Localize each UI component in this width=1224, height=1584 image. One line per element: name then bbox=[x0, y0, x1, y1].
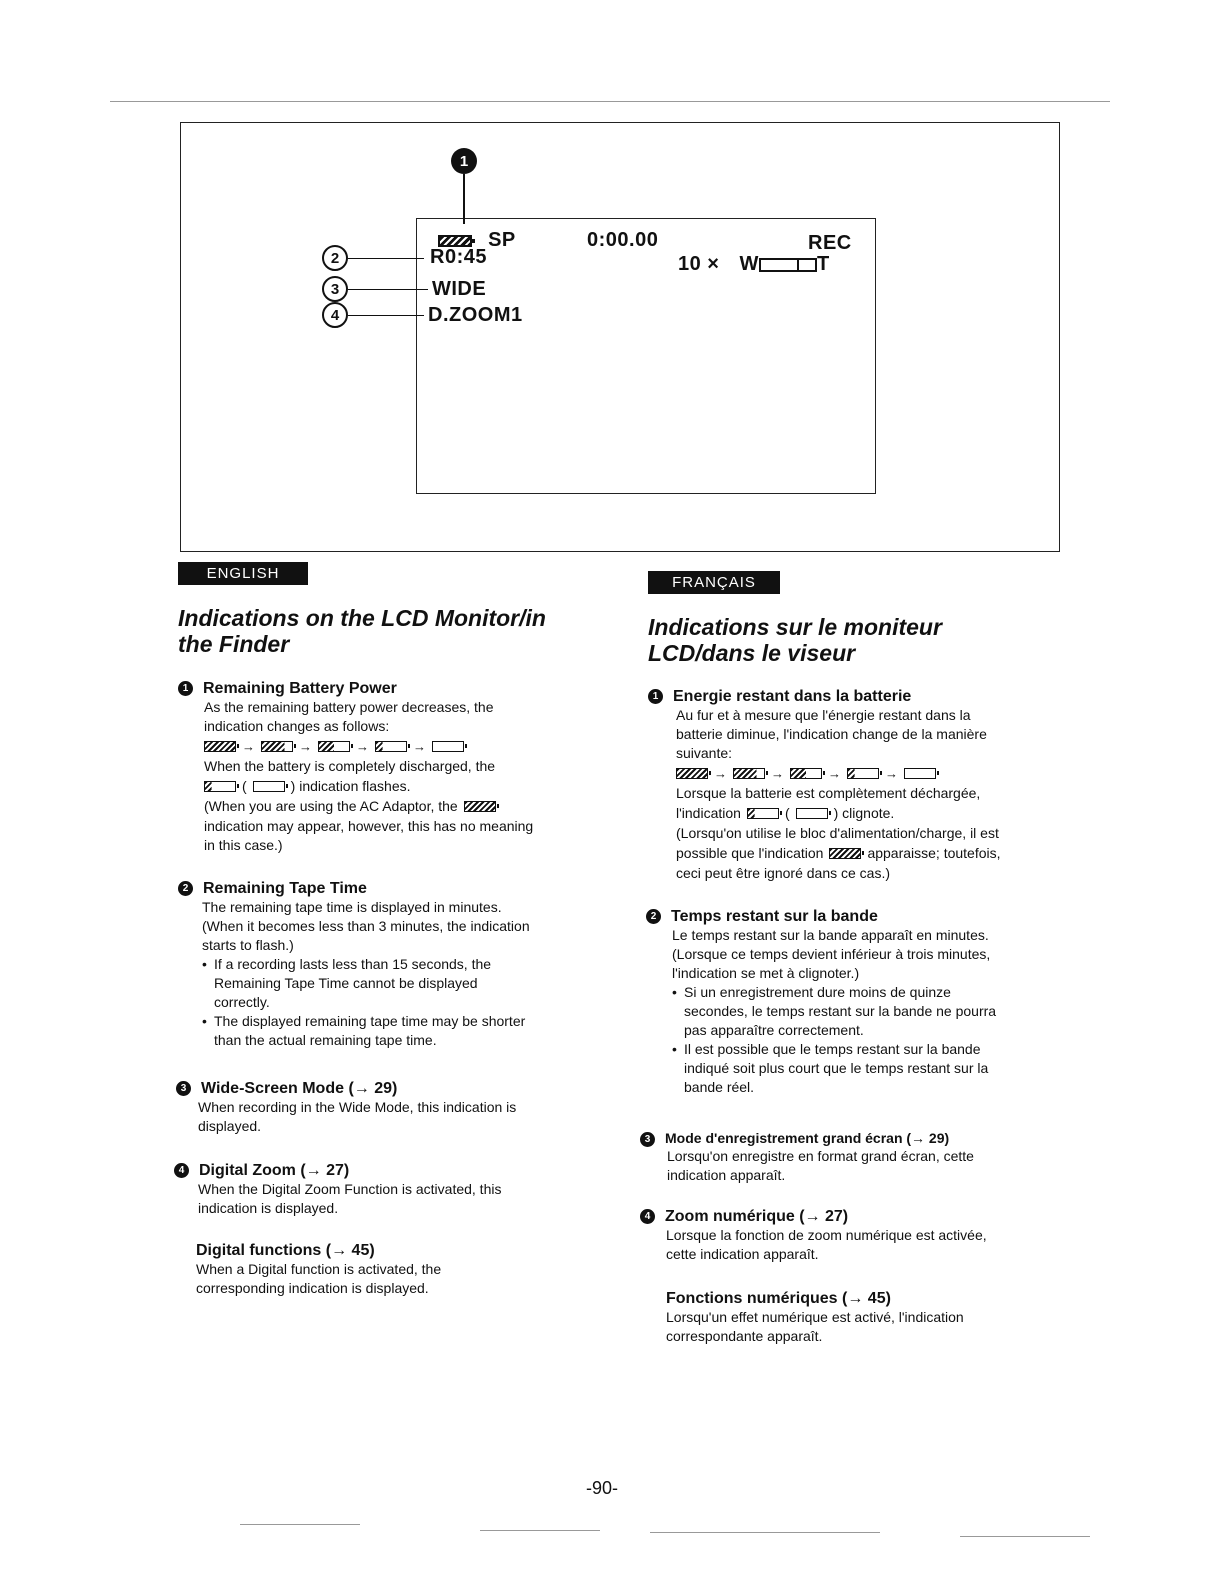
french-digital-title: Fonctions numériques (→ 45) bbox=[666, 1290, 891, 1307]
body-line: starts to flash.) bbox=[202, 937, 294, 953]
lcd-time: 0:00.00 bbox=[587, 229, 659, 251]
body-line-battery bbox=[676, 844, 1048, 863]
body-text: (When you are using the AC Adaptor, the bbox=[204, 798, 458, 814]
arrow-icon: → bbox=[885, 766, 898, 781]
body-line: displayed. bbox=[198, 1118, 262, 1134]
number-badge: 3 bbox=[640, 1132, 655, 1147]
battery-icon bbox=[438, 235, 472, 247]
french-item-2-title: Temps restant sur la bande bbox=[671, 908, 878, 925]
body-line: When recording in the Wide Mode, this indication is bbox=[198, 1099, 517, 1115]
bullet-line: pas apparaître correctement. bbox=[684, 1022, 864, 1038]
number-badge: 1 bbox=[178, 681, 193, 696]
french-item-4 bbox=[640, 1208, 1050, 1264]
body-line: (When it becomes less than 3 minutes, the indication bbox=[202, 918, 530, 934]
callout-4-leader bbox=[348, 315, 424, 316]
number-badge: 4 bbox=[640, 1209, 655, 1224]
battery-three-quarter-icon bbox=[733, 768, 765, 779]
arrow-icon: → bbox=[771, 766, 784, 781]
arrow-icon: → bbox=[413, 739, 426, 754]
body-line: cette indication apparaît. bbox=[666, 1246, 819, 1262]
bullet-line: secondes, le temps restant sur la bande ne pourra bbox=[684, 1003, 997, 1019]
body-line-battery: l'indication ( ) clignote. bbox=[676, 805, 895, 821]
english-heading-line2: the Finder bbox=[178, 631, 290, 657]
bullet-line: • Si un enregistrement dure moins de quinze bbox=[684, 984, 951, 1000]
body-line: indication changes as follows: bbox=[204, 718, 390, 734]
body-line: ceci peut être ignoré dans ce cas.) bbox=[676, 865, 891, 881]
body-text: l'indication bbox=[676, 805, 741, 821]
battery-half-icon bbox=[318, 741, 350, 752]
body-line: As the remaining battery power decreases, the bbox=[204, 699, 494, 715]
lcd-dzoom: D.ZOOM1 bbox=[428, 304, 523, 326]
page-number: -90- bbox=[586, 1478, 619, 1498]
body-line: Lorsqu'on enregistre en format grand écran, cette bbox=[667, 1147, 974, 1164]
lcd-zoom-t: T bbox=[816, 253, 830, 275]
body-line: in this case.) bbox=[204, 837, 283, 853]
battery-sequence bbox=[204, 737, 598, 756]
bottom-rule bbox=[240, 1524, 360, 1525]
french-item-3 bbox=[640, 1130, 1050, 1185]
lcd-zoom-row bbox=[678, 253, 830, 276]
number-badge: 4 bbox=[174, 1163, 189, 1178]
lcd-zoom-w: W bbox=[739, 253, 759, 275]
bottom-rule bbox=[650, 1532, 880, 1533]
english-item-1 bbox=[178, 680, 598, 855]
lcd-rec: REC bbox=[808, 232, 852, 254]
list-item bbox=[202, 955, 598, 1012]
body-line: Lorsqu'un effet numérique est activé, l'indication bbox=[666, 1309, 964, 1325]
body-line: Le temps restant sur la bande apparaît en minutes. bbox=[672, 927, 989, 943]
number-badge: 1 bbox=[648, 689, 663, 704]
zoom-bar-icon bbox=[759, 258, 817, 272]
french-item-3-title: Mode d'enregistrement grand écran (→ 29) bbox=[665, 1130, 950, 1146]
top-rule bbox=[110, 101, 1110, 102]
callout-1: 1 bbox=[451, 148, 477, 174]
english-digital-functions bbox=[196, 1242, 596, 1298]
lcd-wide: WIDE bbox=[432, 278, 487, 300]
battery-low-icon bbox=[847, 768, 879, 779]
battery-empty-icon bbox=[253, 781, 285, 792]
french-label: FRANÇAIS bbox=[648, 571, 780, 594]
arrow-icon: → bbox=[299, 739, 312, 754]
bottom-rule bbox=[960, 1536, 1090, 1537]
lcd-remaining: R0:45 bbox=[430, 246, 487, 268]
bullet-line: Remaining Tape Time cannot be displayed bbox=[214, 975, 478, 991]
callout-1-leader bbox=[463, 174, 465, 224]
french-item-4-title: Zoom numérique (→ 27) bbox=[665, 1208, 849, 1225]
french-item-1-title: Energie restant dans la batterie bbox=[673, 688, 912, 705]
callout-2-leader bbox=[348, 258, 424, 259]
body-line: When a Digital function is activated, the bbox=[196, 1261, 442, 1277]
battery-empty-icon bbox=[796, 808, 828, 819]
list-item bbox=[672, 983, 1056, 1040]
french-heading-line2: LCD/dans le viseur bbox=[648, 640, 856, 666]
number-badge: 2 bbox=[646, 909, 661, 924]
callout-4: 4 bbox=[322, 302, 348, 328]
battery-empty-icon bbox=[432, 741, 464, 752]
body-line: l'indication se met à clignoter.) bbox=[672, 965, 860, 981]
french-digital-functions bbox=[666, 1290, 1066, 1346]
english-label: ENGLISH bbox=[178, 562, 308, 585]
bullet-line: • Il est possible que le temps restant sur la bande bbox=[684, 1041, 981, 1057]
body-text: possible que l'indication bbox=[676, 845, 824, 861]
callout-3: 3 bbox=[322, 276, 348, 302]
battery-empty-icon bbox=[904, 768, 936, 779]
battery-full-icon bbox=[676, 768, 708, 779]
battery-low-icon bbox=[375, 741, 407, 752]
battery-half-icon bbox=[790, 768, 822, 779]
body-line: batterie diminue, l'indication change de la manière bbox=[676, 726, 987, 742]
body-text: ) clignote. bbox=[833, 805, 895, 821]
body-line: When the Digital Zoom Function is activated, this bbox=[198, 1181, 502, 1197]
battery-low-icon bbox=[747, 808, 779, 819]
callout-2: 2 bbox=[322, 245, 348, 271]
lcd-zoom-value: 10 × bbox=[678, 253, 720, 275]
battery-sequence bbox=[676, 764, 1048, 783]
english-item-2-title: Remaining Tape Time bbox=[203, 880, 367, 897]
bullet-line: • If a recording lasts less than 15 seconds, the bbox=[214, 956, 492, 972]
body-line: When the battery is completely discharged, the bbox=[204, 758, 496, 774]
body-text: apparaisse; toutefois, bbox=[867, 845, 1001, 861]
english-item-4 bbox=[174, 1162, 594, 1218]
body-line: indication is displayed. bbox=[198, 1200, 339, 1216]
english-item-2 bbox=[178, 880, 598, 1050]
body-line: correspondante apparaît. bbox=[666, 1328, 823, 1344]
english-heading-line1: Indications on the LCD Monitor/in bbox=[178, 605, 546, 631]
body-line: indication may appear, however, this has no meaning bbox=[204, 818, 534, 834]
body-line: Lorsque la batterie est complètement déchargée, bbox=[676, 785, 981, 801]
english-item-4-title: Digital Zoom (→ 27) bbox=[199, 1162, 350, 1179]
lcd-tape-mode: SP bbox=[488, 229, 516, 251]
english-heading bbox=[178, 605, 608, 657]
bullet-line: than the actual remaining tape time. bbox=[214, 1032, 437, 1048]
body-line-battery bbox=[204, 797, 598, 816]
bullet-line: • The displayed remaining tape time may be shorter bbox=[214, 1013, 526, 1029]
english-digital-title: Digital functions (→ 45) bbox=[196, 1242, 375, 1259]
body-line: suivante: bbox=[676, 745, 733, 761]
body-line: The remaining tape time is displayed in minutes. bbox=[202, 899, 502, 915]
french-item-1 bbox=[648, 688, 1048, 883]
bullet-line: correctly. bbox=[214, 994, 270, 1010]
list-item bbox=[672, 1040, 1056, 1097]
french-heading-line1: Indications sur le moniteur bbox=[648, 614, 942, 640]
arrow-icon: → bbox=[356, 739, 369, 754]
bottom-rule bbox=[480, 1530, 600, 1531]
battery-low-icon bbox=[204, 781, 236, 792]
arrow-icon: → bbox=[714, 766, 727, 781]
number-badge: 3 bbox=[176, 1081, 191, 1096]
body-line: Au fur et à mesure que l'énergie restant dans la bbox=[676, 707, 971, 723]
battery-full-icon bbox=[829, 848, 861, 859]
body-line: Lorsque la fonction de zoom numérique est activée, bbox=[666, 1227, 987, 1243]
arrow-icon: → bbox=[828, 766, 841, 781]
battery-three-quarter-icon bbox=[261, 741, 293, 752]
body-line: (Lorsqu'on utilise le bloc d'alimentation/charge, il est bbox=[676, 825, 999, 841]
bullet-line: indiqué soit plus court que le temps restant sur la bbox=[684, 1060, 989, 1076]
body-line-battery: ( ) indication flashes. bbox=[204, 777, 598, 796]
english-item-3 bbox=[176, 1080, 596, 1136]
list-item bbox=[202, 1012, 598, 1050]
body-text: ) indication flashes. bbox=[290, 778, 411, 794]
number-badge: 2 bbox=[178, 881, 193, 896]
battery-full-icon bbox=[464, 801, 496, 812]
body-line: (Lorsque ce temps devient inférieur à trois minutes, bbox=[672, 946, 991, 962]
french-item-2 bbox=[646, 908, 1056, 1097]
english-item-3-title: Wide-Screen Mode (→ 29) bbox=[201, 1080, 398, 1097]
bullet-line: bande réel. bbox=[684, 1079, 755, 1095]
body-line: corresponding indication is displayed. bbox=[196, 1280, 429, 1296]
callout-3-leader bbox=[348, 289, 428, 290]
english-item-1-title: Remaining Battery Power bbox=[203, 680, 397, 697]
arrow-icon: → bbox=[242, 739, 255, 754]
battery-full-icon bbox=[204, 741, 236, 752]
french-heading bbox=[648, 614, 1068, 666]
body-line: indication apparaît. bbox=[667, 1166, 786, 1183]
